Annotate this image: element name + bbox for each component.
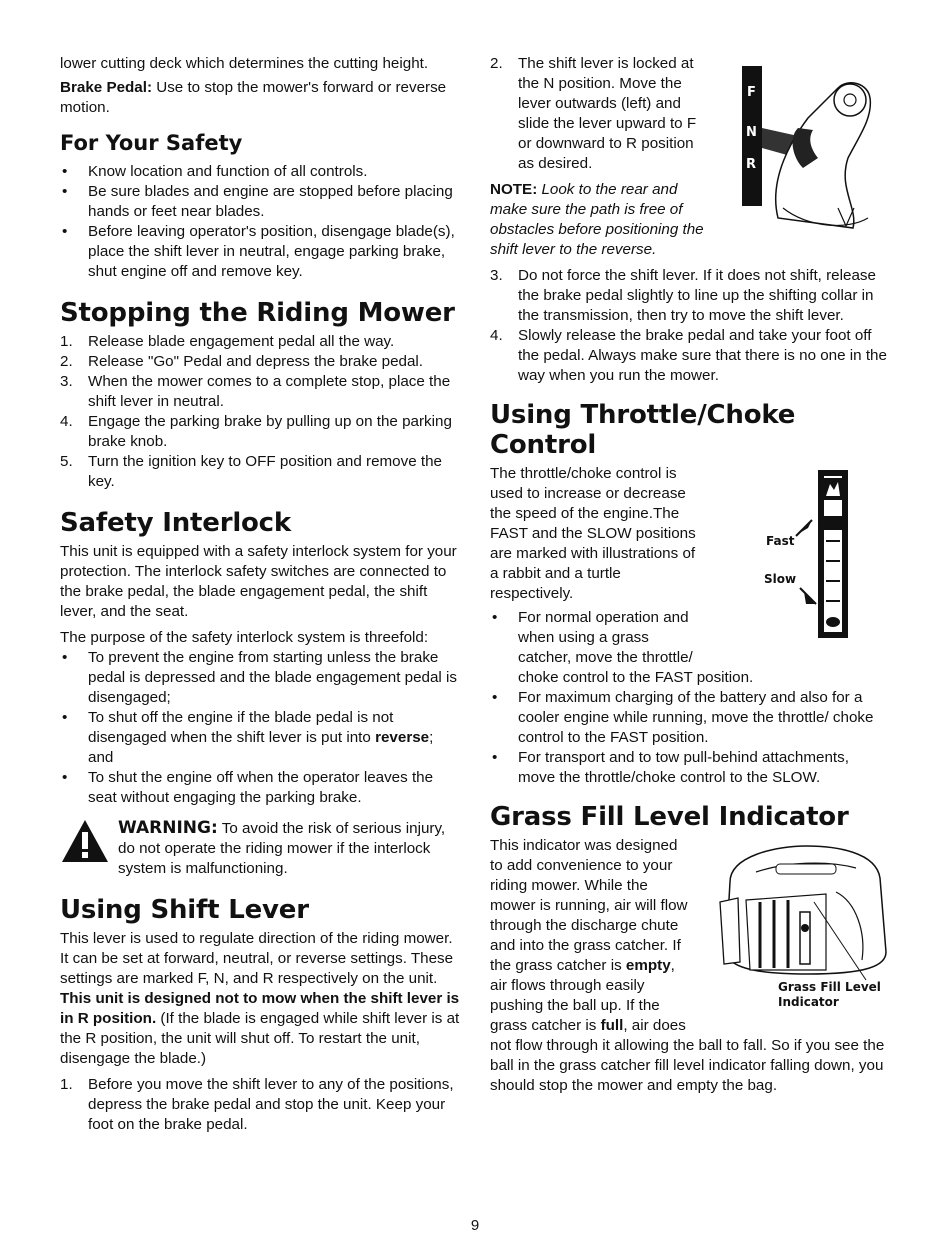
list-item: 2. The shift lever is locked at the N position. Move the lever outwards (left) and slide the lever upward to F or downward to R position as desired.	[490, 55, 697, 172]
list-item: • For maximum charging of the battery and also for a cooler engine while running, move the throttle/ choke control to the FAST position.	[492, 689, 874, 746]
slow-label: Slow	[764, 572, 797, 586]
list-item: • Know location and function of all controls.	[62, 163, 368, 180]
svg-text:R: R	[746, 157, 757, 172]
interlock-list	[60, 648, 460, 808]
stopping-steps	[60, 332, 460, 492]
grass-fill-paragraph: This indicator was designed to add convenience to your riding mower. While the mower is running, air will flow through the discharge chute and into the grass catcher. If the grass catcher is empty, air flows through easily pushing the ball up. If the grass catcher is full, air does not flow through it allowing the ball to fall. So if you see the ball in the grass catcher fill level indicator falling down, you should stop the mower and empty the bag.	[490, 837, 885, 1094]
interlock-paragraph: This unit is equipped with a safety interlock system for your protection. The interlock safety switches are connected to the brake pedal, the blade engagement pedal, the shift lever, and the seat.	[60, 543, 457, 620]
list-item: 4. Engage the parking brake by pulling up on the parking brake knob.	[60, 413, 452, 450]
throttle-illustration	[760, 466, 856, 642]
list-item: 4. Slowly release the brake pedal and take your foot off the pedal. Always make sure that there is no one in the way when you run the mower.	[490, 327, 887, 384]
list-item: • Before leaving operator's position, disengage blade(s), place the shift lever in neutral, engage parking brake, shut engine off and remove key.	[62, 223, 455, 280]
for-your-safety-heading: For Your Safety	[60, 131, 243, 155]
throttle-paragraph: The throttle/choke control is used to increase or decrease the speed of the engine.The FAST and the SLOW positions are marked with illustrations of a rabbit and a turtle respectively.	[490, 465, 696, 602]
shift-lever-paragraph: This lever is used to regulate direction of the riding mower. It can be set at forward, neutral, or reverse settings. These settings are marked F, N, and R respectively on the unit. This unit is designed not to mow when the shift lever is in R position. (If the blade is engaged while shift lever is at the R position, the unit will shut off. To restart the unit, disengage the blade.)	[60, 930, 460, 1067]
list-item: • To prevent the engine from starting unless the brake pedal is depressed and the blade engagement pedal is disengaged;	[62, 649, 457, 706]
throttle-control-icon	[760, 466, 856, 642]
list-item: 2. Release "Go" Pedal and depress the brake pedal.	[60, 353, 424, 370]
safety-interlock-heading: Safety Interlock	[60, 508, 291, 538]
svg-text:N: N	[746, 125, 757, 140]
throttle-heading: Using Throttle/Choke Control	[490, 400, 796, 460]
list-item: • For normal operation and when using a grass catcher, move the throttle/ choke control to the FAST position.	[492, 609, 754, 686]
list-item: 1. Before you move the shift lever to any of the positions, depress the brake pedal and stop the unit. Keep your foot on the brake pedal.	[60, 1076, 454, 1133]
grass-catcher-icon	[716, 842, 894, 982]
grass-fill-caption: Grass Fill Level Indicator	[778, 980, 881, 1009]
stopping-heading: Stopping the Riding Mower	[60, 298, 455, 328]
list-item: 3. Do not force the shift lever. If it does not shift, release the brake pedal slightly to line up the shifting collar in the transmission, then try to move the shift lever.	[490, 267, 876, 324]
list-item: 3. When the mower comes to a complete stop, place the shift lever in neutral.	[60, 373, 451, 410]
safety-list	[60, 162, 460, 282]
shift-lever-illustration	[738, 58, 888, 238]
svg-text:F: F	[747, 85, 756, 100]
brake-pedal-text: Use to stop the mower's forward or reverse motion.	[60, 79, 447, 116]
list-item: 5. Turn the ignition key to OFF position and remove the key.	[60, 453, 442, 490]
list-item: • To shut off the engine if the blade pedal is not disengaged when the shift lever is put into reverse; and	[62, 709, 434, 766]
intro-line: lower cutting deck which determines the cutting height.	[60, 55, 429, 72]
list-item: • Be sure blades and engine are stopped before placing hands or feet near blades.	[62, 183, 453, 220]
fast-label: Fast	[766, 534, 795, 548]
warning-box	[60, 818, 460, 879]
grass-catcher-illustration	[716, 842, 894, 1014]
interlock-purpose: The purpose of the safety interlock system is threefold:	[60, 629, 429, 646]
list-item: • For transport and to tow pull-behind attachments, move the throttle/choke control to the SLOW.	[492, 749, 849, 786]
grass-fill-heading: Grass Fill Level Indicator	[490, 802, 849, 832]
warning-text: WARNING: To avoid the risk of serious injury, do not operate the riding mower if the interlock system is malfunctioning.	[118, 818, 446, 877]
shift-lever-heading: Using Shift Lever	[60, 895, 309, 925]
warning-triangle-icon	[60, 818, 110, 864]
brake-pedal-label: Brake Pedal:	[60, 79, 153, 96]
list-item: 1. Release blade engagement pedal all the way.	[60, 333, 395, 350]
shift-lever-icon	[738, 58, 888, 238]
shift-steps	[60, 1075, 460, 1135]
page-number: 9	[470, 1217, 480, 1234]
brake-pedal-paragraph	[60, 78, 460, 118]
shift-steps-more	[490, 266, 890, 386]
note-paragraph: NOTE: Look to the rear and make sure the path is free of obstacles before positioning the shift lever to the reverse.	[490, 181, 704, 258]
left-column	[60, 54, 460, 1135]
list-item: • To shut the engine off when the operator leaves the seat without engaging the parking brake.	[62, 769, 434, 806]
